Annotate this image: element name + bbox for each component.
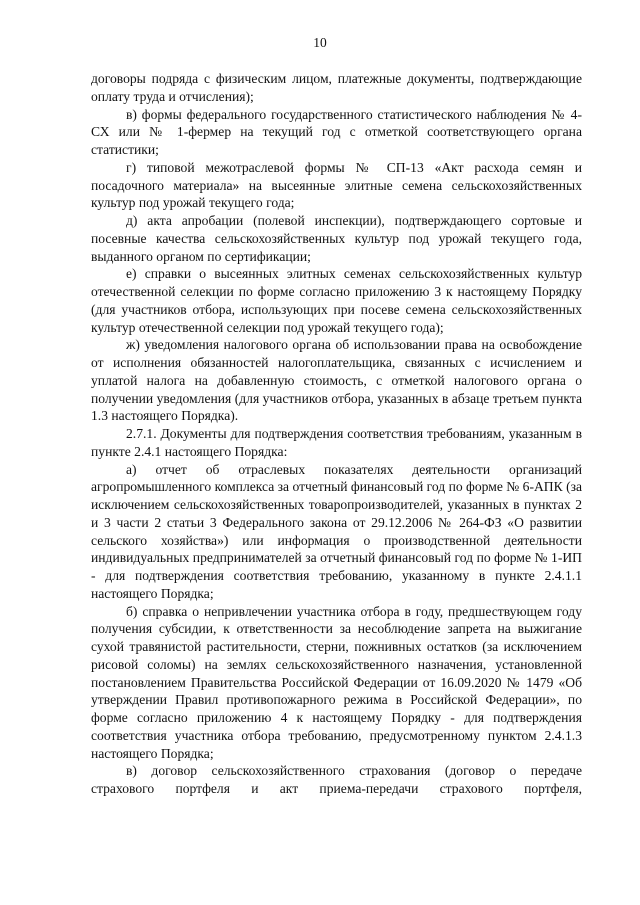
paragraph-item-d-approbation-act: д) акта апробации (полевой инспекции), подтверждающего сортовые и посевные качества сельскохозяйственных культур под урожай текущего года, выданного органом по сертификации; (91, 213, 582, 264)
paragraph-item-b-no-liability-certificate: б) справка о непривлечении участника отбора в году, предшествующем году получения субсидии, к ответственности за несоблюдение запрета на выжигание сухой травянистой растительности, стерни, пожнивных остатков (за исключением рисовой соломы) на землях сельскохозяйственного назначения, установленной постановлением Правительства Российской Федерации от 16.09.2020 № 1479 «Об утверждении Правил противопожарного режима в Российской Федерации», по форме согласно приложению 4 к настоящему Порядку - для подтверждения соответствия участника отбора требованию, предусмотренному пунктом 2.4.1.3 настоящего Порядка; (91, 603, 582, 761)
paragraph-item-v-insurance-contract: в) договор сельскохозяйственного страхования (договор о передаче страхового портфеля и акт приема-передачи страхового портфеля, (91, 763, 582, 796)
paragraph-item-g-sp13-form: г) типовой межотраслевой формы № СП-13 «Акт расхода семян и посадочного материала» на высеянные элитные семена сельскохозяйственных культур под урожай текущего года; (91, 159, 582, 211)
paragraph-item-zh-tax-notice: ж) уведомления налогового органа об использовании права на освобождение от исполнения обязанностей налогоплательщика, связанных с исчислением и уплатой налога на добавленную стоимость, с отметкой налогового органа о получении уведомления (для участников отбора, указанных в абзаце третьем пункта 1.3 настоящего Порядка). (91, 337, 582, 424)
paragraph-clause-2-7-1: 2.7.1. Документы для подтверждения соответствия требованиям, указанным в пункте 2.4.1 настоящего Порядка: (91, 426, 582, 459)
paragraph-item-e-elite-seeds-certificate: е) справки о высеянных элитных семенах сельскохозяйственных культур отечественной селекции по форме согласно приложению 3 к настоящему Порядку (для участников отбора, использующих при посеве семена сельскохозяйственных культур отечественной селекции под урожай текущего года); (91, 266, 582, 335)
paragraph-continuation: договоры подряда с физическим лицом, платежные документы, подтверждающие оплату труда и отчисления); (91, 71, 582, 104)
document-body (91, 70, 582, 798)
paragraph-item-v-statistics-form: в) формы федерального государственного статистического наблюдения № 4-СХ или № 1-фермер на текущий год с отметкой соответствующего органа статистики; (91, 106, 582, 157)
page-number: 10 (313, 35, 327, 50)
paragraph-item-a-6apk-report: а) отчет об отраслевых показателях деятельности организаций агропромышленного комплекса за отчетный финансовый год по форме № 6-АПК (за исключением сельскохозяйственных товаропроизводителей, указанных в пунктах 2 и 3 части 2 статьи 3 Федерального закона от 29.12.2006 № 264-ФЗ «О развитии сельского хозяйства») или информация о производственной деятельности индивидуальных предпринимателей за отчетный финансовый год по форме № 1-ИП - для подтверждения соответствия требованию, указанному в пункте 2.4.1.1 настоящего Порядка; (91, 461, 583, 601)
